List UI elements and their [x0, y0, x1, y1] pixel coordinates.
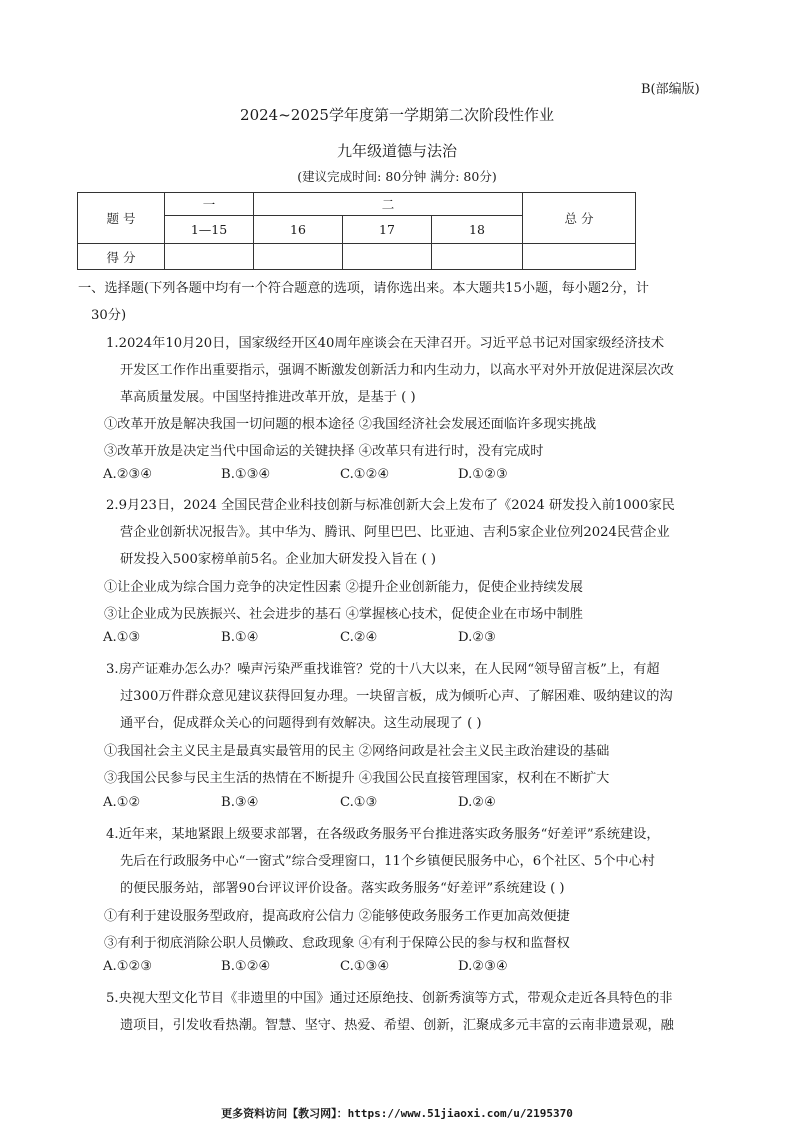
q4-stem-line2: 先后在行政服务中心“一窗式”综合受理窗口，11个乡镇便民服务中心，6个社区、5个中心村 [120, 854, 655, 869]
q3-option-line1: ①我国社会主义民主是最真实最管用的民主 ②网络问政是社会主义民主政治建设的基础 [104, 744, 610, 759]
score-cell-18[interactable] [432, 244, 523, 270]
q3-choice-c[interactable]: C.①③ [340, 795, 378, 810]
question-number-label: 题 号 [78, 193, 165, 244]
score-cell-total[interactable] [523, 244, 636, 270]
q2-stem-line3: 研发投入500家榜单前5名。企业加大研发投入旨在 ( ) [120, 552, 436, 567]
section-intro-line1: 一、选择题(下列各题中均有一个符合题意的选项，请你选出来。本大题共15小题，每小题2分，计 [78, 281, 649, 296]
q2-option-line1: ①让企业成为综合国力竞争的决定性因素 ②提升企业创新能力，促使企业持续发展 [104, 580, 583, 595]
q4-choice-c[interactable]: C.①③④ [340, 959, 390, 974]
q5-stem-line1: 5.央视大型文化节目《非遗里的中国》通过还原绝技、创新秀演等方式，带观众走近各具特色的非 [106, 991, 673, 1006]
q2-choice-c[interactable]: C.②④ [340, 630, 378, 645]
q2-choice-a[interactable]: A.①③ [103, 630, 141, 645]
q16-cell: 16 [254, 216, 343, 244]
q2-choice-d[interactable]: D.②③ [458, 630, 496, 645]
q5-stem-line2: 遗项目，引发收看热潮。智慧、坚守、热爱、希望、创新，汇聚成多元丰富的云南非遗景观，融 [120, 1018, 674, 1033]
q3-stem-line3: 通平台，促成群众关心的问题得到有效解决。这生动展现了 ( ) [120, 716, 482, 731]
q2-stem-line1: 2.9月23日，2024 全国民营企业科技创新与标准创新大会上发布了《2024 研发投入前1000家民 [106, 498, 675, 513]
q-range-cell: 1—15 [165, 216, 254, 244]
score-cell-17[interactable] [343, 244, 432, 270]
q1-choice-d[interactable]: D.①②③ [458, 467, 508, 482]
q3-stem-line2: 过300万件群众意见建议获得回复办理。一块留言板，成为倾听心声、了解困难、吸纳建议的沟 [120, 689, 673, 704]
total-label: 总 分 [523, 193, 636, 244]
q4-option-line1: ①有利于建设服务型政府，提高政府公信力 ②能够使政务服务工作更加高效便捷 [104, 909, 570, 924]
q1-choice-c[interactable]: C.①②④ [340, 467, 390, 482]
part2-header: 二 [254, 193, 523, 216]
q4-choice-d[interactable]: D.②③④ [458, 959, 508, 974]
score-table [77, 192, 636, 270]
q4-stem-line1: 4.近年来，某地紧跟上级要求部署，在各级政务服务平台推进落实政务服务“好差评”系统建设， [106, 827, 660, 842]
part1-header: 一 [165, 193, 254, 216]
q3-choice-a[interactable]: A.①② [103, 795, 141, 810]
q3-option-line2: ③我国公民参与民主生活的热情在不断提升 ④我国公民直接管理国家，权利在不断扩大 [104, 771, 610, 786]
page-title: 2024~2025学年度第一学期第二次阶段性作业 [240, 106, 554, 124]
q18-cell: 18 [432, 216, 523, 244]
q1-option-line2: ③改革开放是决定当代中国命运的关键抉择 ④改革只有进行时，没有完成时 [104, 444, 544, 459]
q17-cell: 17 [343, 216, 432, 244]
q3-choice-b[interactable]: B.③④ [221, 795, 259, 810]
q3-stem-line1: 3.房产证难办怎么办？噪声污染严重找谁管？党的十八大以来，在人民网“领导留言板”上，有超 [106, 662, 660, 677]
q2-choice-b[interactable]: B.①④ [221, 630, 259, 645]
time-info: (建议完成时间: 80分钟 满分: 80分) [297, 169, 497, 184]
q1-choice-a[interactable]: A.②③④ [103, 467, 153, 482]
q2-stem-line2: 营企业创新状况报告》。其中华为、腾讯、阿里巴巴、比亚迪、吉利5家企业位列2024民营企业 [120, 525, 670, 540]
q1-stem-line1: 1.2024年10月20日，国家级经开区40周年座谈会在天津召开。习近平总书记对国家级经济技术 [106, 336, 665, 351]
footer-link[interactable]: 更多资料访问【教习网】：https://www.51jiaoxi.com/u/2195370 [221, 1107, 573, 1120]
q4-choice-a[interactable]: A.①②③ [103, 959, 153, 974]
q2-option-line2: ③让企业成为民族振兴、社会进步的基石 ④掌握核心技术，促使企业在市场中制胜 [104, 607, 583, 622]
q1-stem-line2: 开发区工作作出重要指示，强调不断激发创新活力和内生动力，以高水平对外开放促进深层次改 [120, 363, 674, 378]
edition-label: B(部编版) [641, 82, 700, 97]
q3-choice-d[interactable]: D.②④ [458, 795, 496, 810]
q4-stem-line3: 的便民服务站，部署90台评议评价设备。落实政务服务“好差评”系统建设 ( ) [120, 881, 565, 896]
section-intro-line2: 30分) [91, 308, 127, 323]
q1-choice-b[interactable]: B.①③④ [221, 467, 271, 482]
score-cell-16[interactable] [254, 244, 343, 270]
q4-option-line2: ③有利于彻底消除公职人员懒政、怠政现象 ④有利于保障公民的参与权和监督权 [104, 936, 570, 951]
score-label: 得 分 [78, 244, 165, 270]
score-cell-part1[interactable] [165, 244, 254, 270]
subject-title: 九年级道德与法治 [336, 142, 457, 160]
q1-option-line1: ①改革开放是解决我国一切问题的根本途径 ②我国经济社会发展还面临许多现实挑战 [104, 417, 597, 432]
q1-stem-line3: 革高质量发展。中国坚持推进改革开放，是基于 ( ) [120, 390, 416, 405]
q4-choice-b[interactable]: B.①②④ [221, 959, 271, 974]
